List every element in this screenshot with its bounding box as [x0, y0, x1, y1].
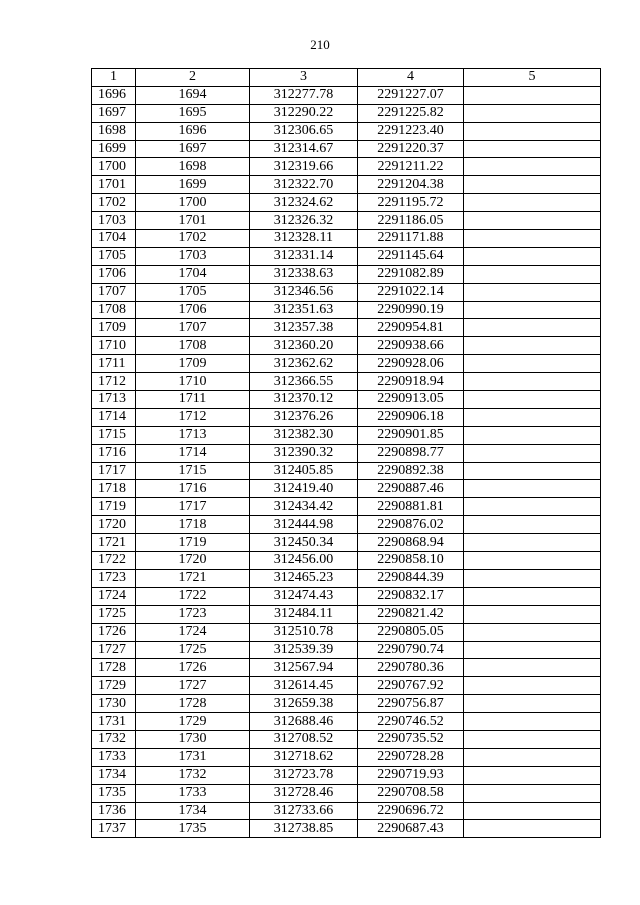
table-cell-col-1: 1714 — [92, 408, 136, 426]
table-cell-col-5 — [464, 355, 601, 373]
table-row — [92, 355, 601, 373]
table-cell-col-5 — [464, 480, 601, 498]
table-cell-col-1: 1697 — [92, 104, 136, 122]
table-cell-col-3: 312290.22 — [250, 104, 358, 122]
table-cell-col-1: 1706 — [92, 265, 136, 283]
table-cell-col-3: 312277.78 — [250, 86, 358, 104]
table-cell-col-4: 2291186.05 — [358, 212, 464, 230]
table-cell-col-4: 2290728.28 — [358, 748, 464, 766]
table-cell-col-2: 1723 — [136, 605, 250, 623]
table-row — [92, 659, 601, 677]
table-cell-col-3: 312723.78 — [250, 766, 358, 784]
table-cell-col-3: 312434.42 — [250, 498, 358, 516]
table-row — [92, 748, 601, 766]
table-row — [92, 230, 601, 248]
table-cell-col-3: 312362.62 — [250, 355, 358, 373]
table-cell-col-4: 2290767.92 — [358, 677, 464, 695]
table-cell-col-1: 1729 — [92, 677, 136, 695]
table-row — [92, 552, 601, 570]
table-cell-col-2: 1722 — [136, 587, 250, 605]
table-cell-col-3: 312366.55 — [250, 373, 358, 391]
table-cell-col-4: 2290876.02 — [358, 516, 464, 534]
table-cell-col-1: 1708 — [92, 301, 136, 319]
table-cell-col-3: 312539.39 — [250, 641, 358, 659]
table-cell-col-3: 312718.62 — [250, 748, 358, 766]
table-row — [92, 194, 601, 212]
table-row — [92, 569, 601, 587]
table-row — [92, 730, 601, 748]
table-cell-col-5 — [464, 247, 601, 265]
table-cell-col-3: 312360.20 — [250, 337, 358, 355]
table-cell-col-5 — [464, 194, 601, 212]
table-cell-col-1: 1737 — [92, 820, 136, 838]
coordinates-table — [91, 68, 601, 838]
table-cell-col-5 — [464, 391, 601, 409]
table-row — [92, 534, 601, 552]
table-cell-col-1: 1712 — [92, 373, 136, 391]
table-cell-col-4: 2291204.38 — [358, 176, 464, 194]
table-cell-col-4: 2291211.22 — [358, 158, 464, 176]
table-cell-col-5 — [464, 230, 601, 248]
table-cell-col-1: 1723 — [92, 569, 136, 587]
table-row — [92, 265, 601, 283]
table-cell-col-1: 1716 — [92, 444, 136, 462]
table-row — [92, 176, 601, 194]
table-cell-col-3: 312338.63 — [250, 265, 358, 283]
table-cell-col-5 — [464, 462, 601, 480]
table-cell-col-4: 2290887.46 — [358, 480, 464, 498]
table-cell-col-3: 312733.66 — [250, 802, 358, 820]
table-cell-col-1: 1717 — [92, 462, 136, 480]
table-cell-col-3: 312306.65 — [250, 122, 358, 140]
table-cell-col-4: 2290746.52 — [358, 713, 464, 731]
table-cell-col-2: 1702 — [136, 230, 250, 248]
table-cell-col-2: 1712 — [136, 408, 250, 426]
table-cell-col-2: 1711 — [136, 391, 250, 409]
table-cell-col-3: 312390.32 — [250, 444, 358, 462]
table-cell-col-5 — [464, 677, 601, 695]
table-cell-col-2: 1699 — [136, 176, 250, 194]
table-cell-col-2: 1715 — [136, 462, 250, 480]
table-row — [92, 587, 601, 605]
table-row — [92, 301, 601, 319]
table-row — [92, 140, 601, 158]
table-cell-col-4: 2290696.72 — [358, 802, 464, 820]
table-cell-col-4: 2290868.94 — [358, 534, 464, 552]
table-row — [92, 158, 601, 176]
table-row — [92, 283, 601, 301]
table-row — [92, 391, 601, 409]
table-cell-col-5 — [464, 695, 601, 713]
table-cell-col-3: 312456.00 — [250, 552, 358, 570]
table-cell-col-4: 2291145.64 — [358, 247, 464, 265]
table-cell-col-3: 312450.34 — [250, 534, 358, 552]
table-cell-col-4: 2290892.38 — [358, 462, 464, 480]
table-cell-col-1: 1732 — [92, 730, 136, 748]
table-cell-col-1: 1705 — [92, 247, 136, 265]
table-cell-col-3: 312738.85 — [250, 820, 358, 838]
table-cell-col-2: 1694 — [136, 86, 250, 104]
table-cell-col-5 — [464, 408, 601, 426]
table-cell-col-2: 1710 — [136, 373, 250, 391]
table-cell-col-3: 312688.46 — [250, 713, 358, 731]
table-cell-col-5 — [464, 802, 601, 820]
table-cell-col-3: 312474.43 — [250, 587, 358, 605]
table-cell-col-5 — [464, 301, 601, 319]
table-row — [92, 86, 601, 104]
table-cell-col-1: 1703 — [92, 212, 136, 230]
table-cell-col-3: 312357.38 — [250, 319, 358, 337]
table-body — [92, 86, 601, 837]
table-cell-col-5 — [464, 713, 601, 731]
table-cell-col-3: 312510.78 — [250, 623, 358, 641]
table-cell-col-1: 1715 — [92, 426, 136, 444]
table-cell-col-4: 2291225.82 — [358, 104, 464, 122]
table-cell-col-4: 2290832.17 — [358, 587, 464, 605]
table-row — [92, 766, 601, 784]
column-header-2: 2 — [136, 69, 250, 87]
table-cell-col-4: 2290790.74 — [358, 641, 464, 659]
table-cell-col-3: 312444.98 — [250, 516, 358, 534]
table-cell-col-5 — [464, 498, 601, 516]
column-header-1: 1 — [92, 69, 136, 87]
table-cell-col-4: 2290756.87 — [358, 695, 464, 713]
table-cell-col-1: 1698 — [92, 122, 136, 140]
table-cell-col-5 — [464, 140, 601, 158]
table-cell-col-1: 1728 — [92, 659, 136, 677]
table-cell-col-5 — [464, 587, 601, 605]
table-cell-col-4: 2290901.85 — [358, 426, 464, 444]
table-cell-col-1: 1713 — [92, 391, 136, 409]
table-cell-col-5 — [464, 444, 601, 462]
table-row — [92, 426, 601, 444]
table-cell-col-3: 312370.12 — [250, 391, 358, 409]
table-cell-col-1: 1734 — [92, 766, 136, 784]
table-cell-col-4: 2291082.89 — [358, 265, 464, 283]
table-cell-col-1: 1726 — [92, 623, 136, 641]
table-cell-col-3: 312328.11 — [250, 230, 358, 248]
table-cell-col-2: 1720 — [136, 552, 250, 570]
table-cell-col-5 — [464, 265, 601, 283]
table-cell-col-4: 2290844.39 — [358, 569, 464, 587]
column-header-4: 4 — [358, 69, 464, 87]
column-header-3: 3 — [250, 69, 358, 87]
table-cell-col-2: 1705 — [136, 283, 250, 301]
table-row — [92, 462, 601, 480]
table-cell-col-3: 312351.63 — [250, 301, 358, 319]
table-cell-col-2: 1716 — [136, 480, 250, 498]
header-row — [92, 69, 601, 87]
table-row — [92, 623, 601, 641]
table-row — [92, 408, 601, 426]
table-cell-col-3: 312382.30 — [250, 426, 358, 444]
table-cell-col-2: 1733 — [136, 784, 250, 802]
table-cell-col-1: 1709 — [92, 319, 136, 337]
table-cell-col-3: 312405.85 — [250, 462, 358, 480]
table-cell-col-2: 1696 — [136, 122, 250, 140]
table-cell-col-2: 1709 — [136, 355, 250, 373]
table-cell-col-3: 312346.56 — [250, 283, 358, 301]
table-cell-col-4: 2290928.06 — [358, 355, 464, 373]
table-cell-col-3: 312419.40 — [250, 480, 358, 498]
table-cell-col-3: 312484.11 — [250, 605, 358, 623]
table-cell-col-2: 1724 — [136, 623, 250, 641]
table-cell-col-2: 1698 — [136, 158, 250, 176]
table-cell-col-1: 1724 — [92, 587, 136, 605]
table-cell-col-1: 1736 — [92, 802, 136, 820]
table-cell-col-5 — [464, 337, 601, 355]
table-cell-col-3: 312322.70 — [250, 176, 358, 194]
table-cell-col-2: 1732 — [136, 766, 250, 784]
table-cell-col-2: 1701 — [136, 212, 250, 230]
table-cell-col-5 — [464, 373, 601, 391]
table-cell-col-2: 1726 — [136, 659, 250, 677]
table-cell-col-5 — [464, 820, 601, 838]
column-header-5: 5 — [464, 69, 601, 87]
table-row — [92, 641, 601, 659]
table-cell-col-3: 312728.46 — [250, 784, 358, 802]
table-cell-col-3: 312319.66 — [250, 158, 358, 176]
table-cell-col-2: 1731 — [136, 748, 250, 766]
table-cell-col-1: 1699 — [92, 140, 136, 158]
page-number: 210 — [310, 37, 330, 52]
table-row — [92, 444, 601, 462]
table-cell-col-5 — [464, 766, 601, 784]
table-cell-col-4: 2291220.37 — [358, 140, 464, 158]
table-cell-col-1: 1731 — [92, 713, 136, 731]
table-cell-col-1: 1707 — [92, 283, 136, 301]
table-row — [92, 713, 601, 731]
table-cell-col-5 — [464, 283, 601, 301]
table-cell-col-1: 1711 — [92, 355, 136, 373]
table-cell-col-3: 312326.32 — [250, 212, 358, 230]
table-cell-col-5 — [464, 623, 601, 641]
table-cell-col-2: 1725 — [136, 641, 250, 659]
table-row — [92, 337, 601, 355]
table-cell-col-4: 2290881.81 — [358, 498, 464, 516]
table-row — [92, 516, 601, 534]
table-cell-col-5 — [464, 104, 601, 122]
table-cell-col-4: 2290687.43 — [358, 820, 464, 838]
table-cell-col-1: 1727 — [92, 641, 136, 659]
table-cell-col-2: 1717 — [136, 498, 250, 516]
table-cell-col-2: 1697 — [136, 140, 250, 158]
table-cell-col-5 — [464, 122, 601, 140]
table-cell-col-2: 1727 — [136, 677, 250, 695]
table-cell-col-2: 1704 — [136, 265, 250, 283]
table-row — [92, 480, 601, 498]
table-cell-col-2: 1730 — [136, 730, 250, 748]
table-cell-col-4: 2290821.42 — [358, 605, 464, 623]
table-cell-col-5 — [464, 86, 601, 104]
table-cell-col-4: 2290938.66 — [358, 337, 464, 355]
table-cell-col-2: 1734 — [136, 802, 250, 820]
table-cell-col-4: 2290735.52 — [358, 730, 464, 748]
table-cell-col-4: 2291195.72 — [358, 194, 464, 212]
table-cell-col-2: 1708 — [136, 337, 250, 355]
table-cell-col-5 — [464, 784, 601, 802]
table-cell-col-2: 1713 — [136, 426, 250, 444]
table-cell-col-1: 1730 — [92, 695, 136, 713]
table-cell-col-2: 1703 — [136, 247, 250, 265]
table-row — [92, 247, 601, 265]
table-cell-col-2: 1695 — [136, 104, 250, 122]
table-row — [92, 605, 601, 623]
table-header — [92, 69, 601, 87]
table-cell-col-5 — [464, 748, 601, 766]
table-cell-col-5 — [464, 158, 601, 176]
table-row — [92, 104, 601, 122]
table-cell-col-4: 2290898.77 — [358, 444, 464, 462]
table-cell-col-5 — [464, 319, 601, 337]
table-row — [92, 677, 601, 695]
table-cell-col-1: 1718 — [92, 480, 136, 498]
table-cell-col-4: 2290913.05 — [358, 391, 464, 409]
table-cell-col-5 — [464, 605, 601, 623]
table-cell-col-1: 1701 — [92, 176, 136, 194]
table-cell-col-2: 1721 — [136, 569, 250, 587]
table-cell-col-5 — [464, 569, 601, 587]
table-cell-col-1: 1733 — [92, 748, 136, 766]
table-cell-col-4: 2291227.07 — [358, 86, 464, 104]
table-cell-col-4: 2290954.81 — [358, 319, 464, 337]
table-cell-col-2: 1735 — [136, 820, 250, 838]
table-cell-col-4: 2291223.40 — [358, 122, 464, 140]
table-cell-col-1: 1735 — [92, 784, 136, 802]
table-cell-col-2: 1719 — [136, 534, 250, 552]
table-cell-col-3: 312614.45 — [250, 677, 358, 695]
table-cell-col-4: 2291022.14 — [358, 283, 464, 301]
table-cell-col-5 — [464, 534, 601, 552]
table-cell-col-2: 1718 — [136, 516, 250, 534]
table-cell-col-4: 2290858.10 — [358, 552, 464, 570]
table-cell-col-5 — [464, 426, 601, 444]
table-row — [92, 212, 601, 230]
table-cell-col-5 — [464, 730, 601, 748]
table-cell-col-5 — [464, 212, 601, 230]
table-row — [92, 122, 601, 140]
table-cell-col-1: 1725 — [92, 605, 136, 623]
table-cell-col-2: 1729 — [136, 713, 250, 731]
table-cell-col-1: 1719 — [92, 498, 136, 516]
table-cell-col-1: 1702 — [92, 194, 136, 212]
table-cell-col-4: 2290708.58 — [358, 784, 464, 802]
table-cell-col-2: 1714 — [136, 444, 250, 462]
table-cell-col-4: 2290906.18 — [358, 408, 464, 426]
table-cell-col-2: 1707 — [136, 319, 250, 337]
table-cell-col-1: 1696 — [92, 86, 136, 104]
table-row — [92, 802, 601, 820]
table-row — [92, 319, 601, 337]
table-cell-col-3: 312567.94 — [250, 659, 358, 677]
table-cell-col-2: 1700 — [136, 194, 250, 212]
table-row — [92, 373, 601, 391]
table-cell-col-3: 312708.52 — [250, 730, 358, 748]
table-cell-col-4: 2290918.94 — [358, 373, 464, 391]
table-cell-col-1: 1720 — [92, 516, 136, 534]
table-row — [92, 498, 601, 516]
table-cell-col-3: 312376.26 — [250, 408, 358, 426]
table-cell-col-4: 2290990.19 — [358, 301, 464, 319]
table-cell-col-1: 1704 — [92, 230, 136, 248]
table-cell-col-3: 312324.62 — [250, 194, 358, 212]
table-cell-col-3: 312314.67 — [250, 140, 358, 158]
table-cell-col-3: 312659.38 — [250, 695, 358, 713]
table-cell-col-2: 1706 — [136, 301, 250, 319]
table-cell-col-2: 1728 — [136, 695, 250, 713]
table-cell-col-4: 2290719.93 — [358, 766, 464, 784]
table-cell-col-5 — [464, 516, 601, 534]
table-cell-col-1: 1722 — [92, 552, 136, 570]
table-cell-col-5 — [464, 659, 601, 677]
table-cell-col-4: 2290805.05 — [358, 623, 464, 641]
table-cell-col-3: 312465.23 — [250, 569, 358, 587]
table-cell-col-5 — [464, 176, 601, 194]
table-cell-col-1: 1710 — [92, 337, 136, 355]
table-row — [92, 695, 601, 713]
table-cell-col-4: 2291171.88 — [358, 230, 464, 248]
table-row — [92, 784, 601, 802]
table-cell-col-1: 1700 — [92, 158, 136, 176]
table-cell-col-4: 2290780.36 — [358, 659, 464, 677]
table-cell-col-1: 1721 — [92, 534, 136, 552]
table-cell-col-3: 312331.14 — [250, 247, 358, 265]
table-cell-col-5 — [464, 552, 601, 570]
table-cell-col-5 — [464, 641, 601, 659]
table-row — [92, 820, 601, 838]
